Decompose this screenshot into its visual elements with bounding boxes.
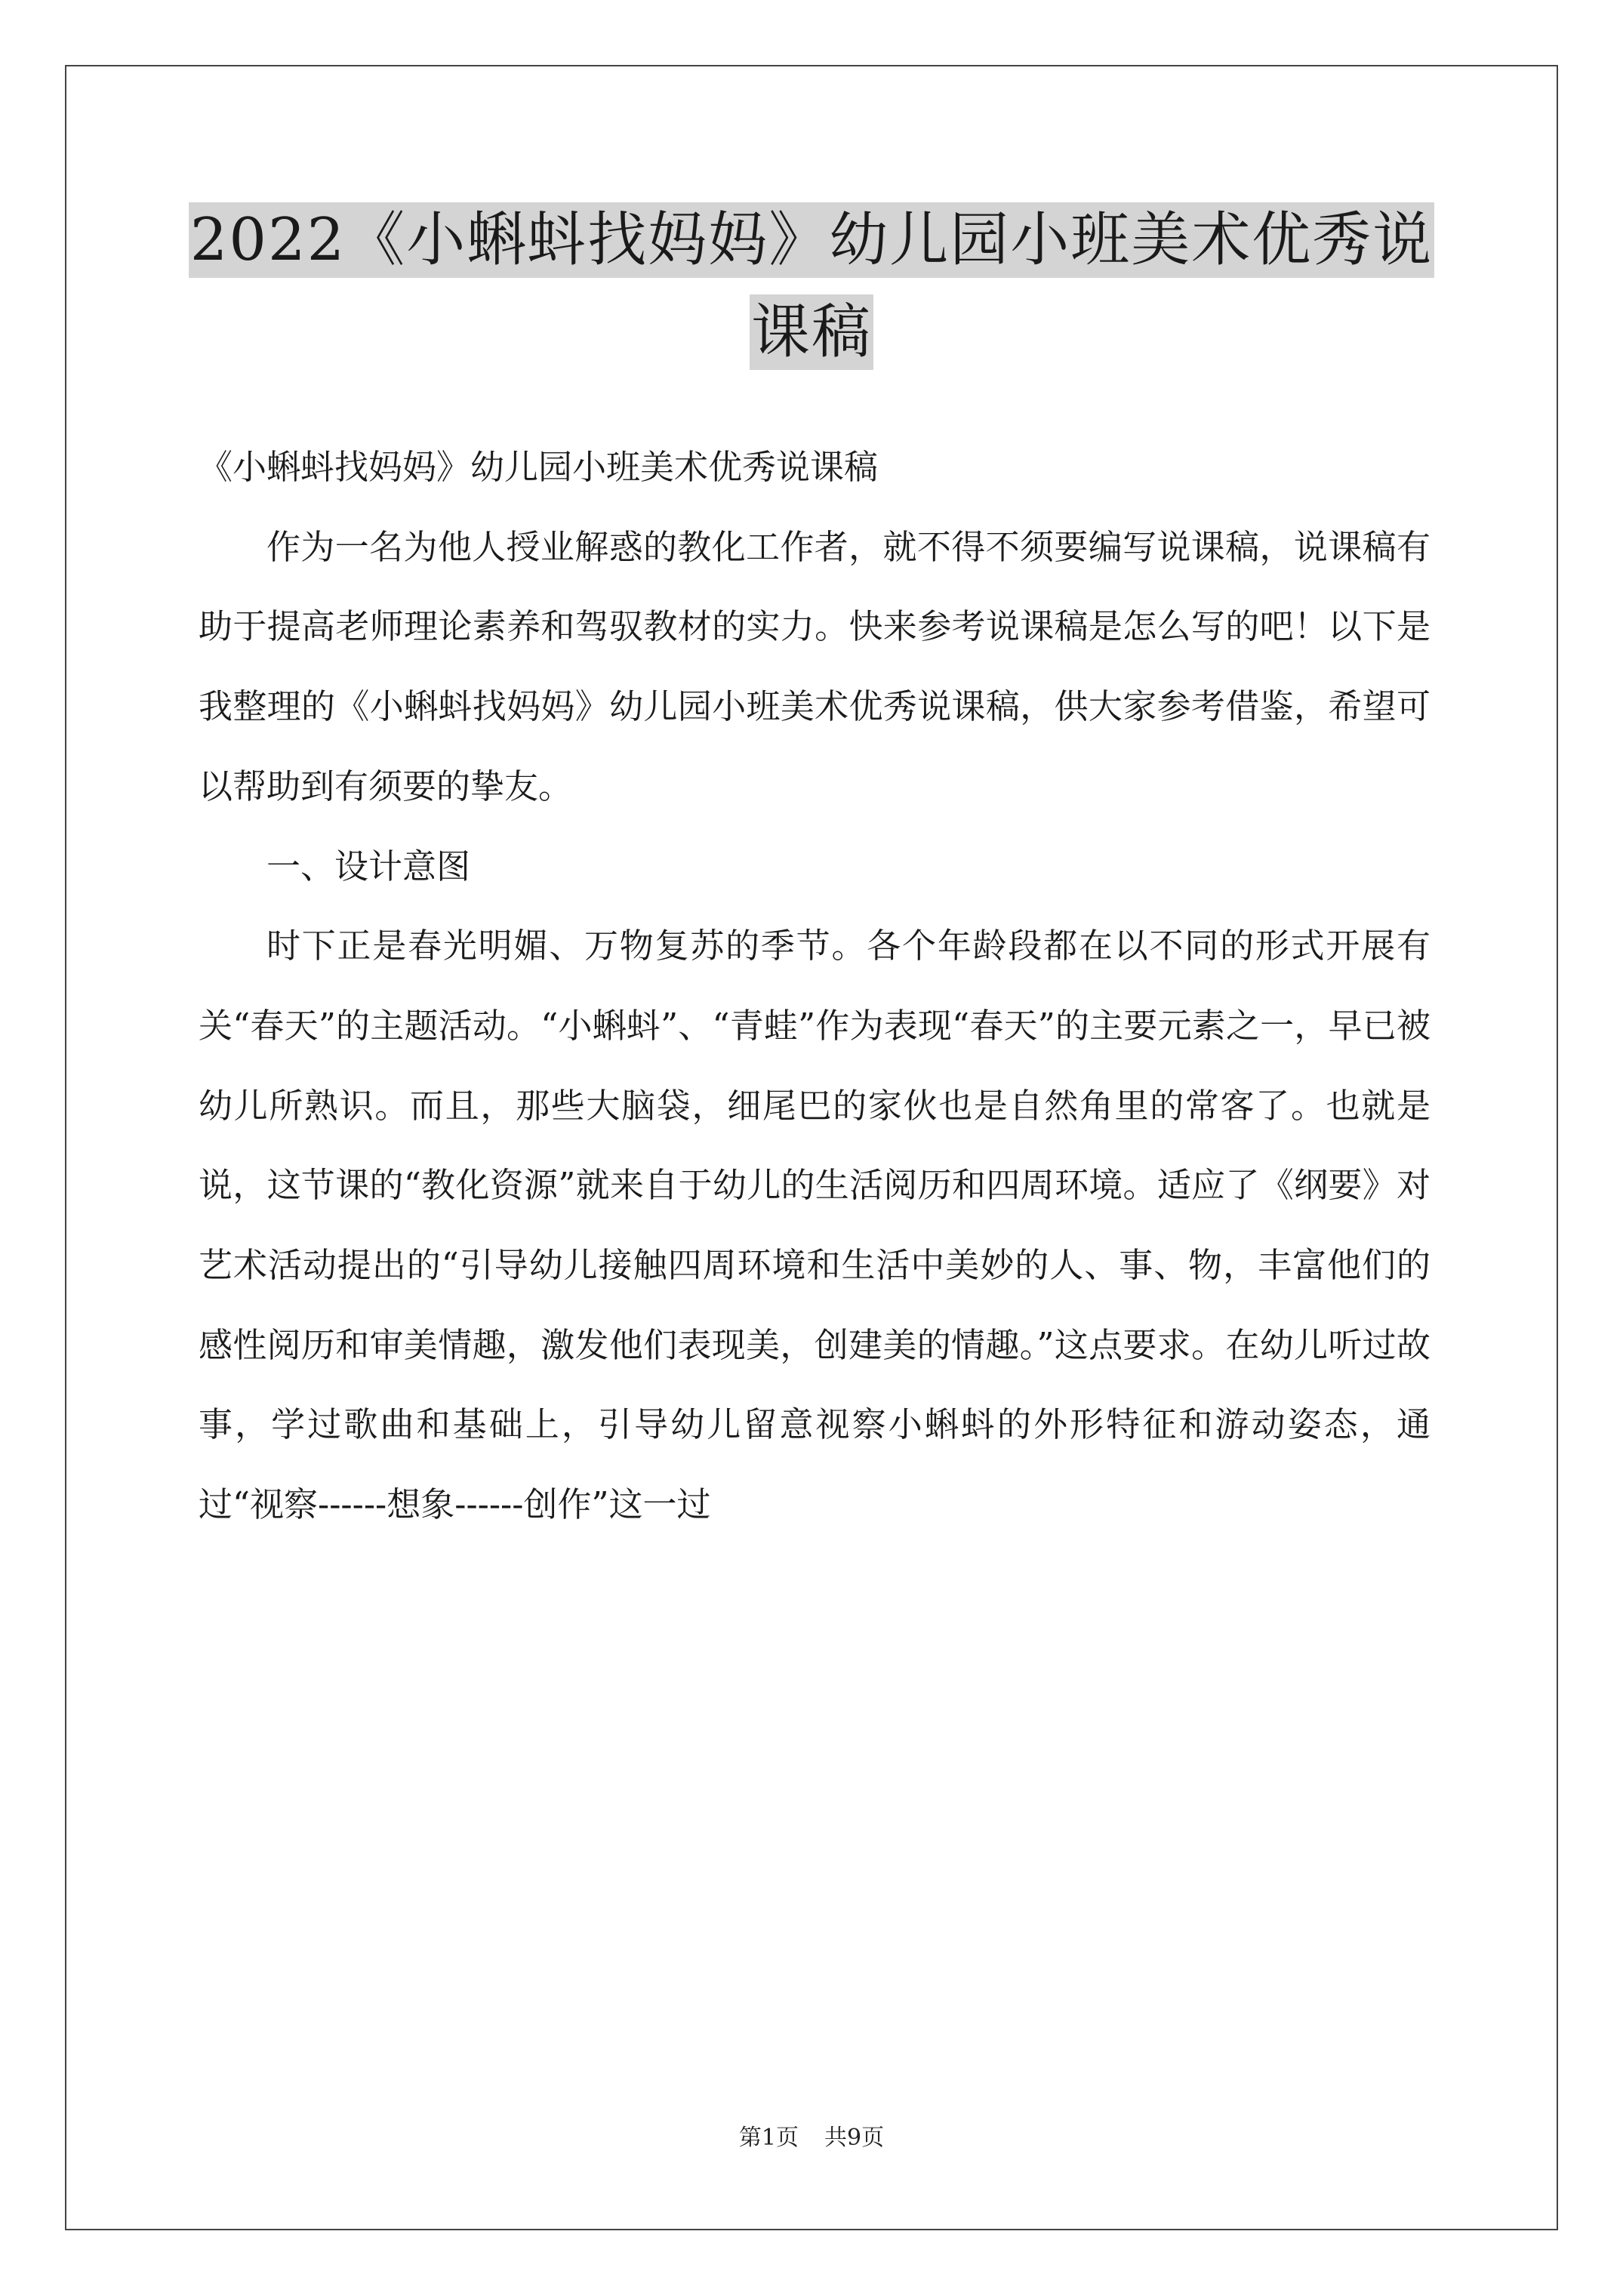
intro-paragraph: 作为一名为他人授业解惑的教化工作者，就不得不须要编写说课稿，说课稿有助于提高老师理论素养和驾驭教材的实力。快来参考说课稿是怎么写的吧！以下是我整理的《小蝌蚪找妈妈》幼儿园小班美术优秀说课稿，供大家参考借鉴，希望可以帮助到有须要的挚友。: [199, 526, 1431, 806]
body-paragraph: 时下正是春光明媚、万物复苏的季节。各个年龄段都在以不同的形式开展有关“春天”的主题活动。“小蝌蚪”、“青蛙”作为表现“春天”的主要元素之一，早已被幼儿所熟识。而且，那些大脑袋，细尾巴的家伙也是自然角里的常客了。也就是说，这节课的“教化资源”就来自于幼儿的生活阅历和四周环境。适应了《纲要》对艺术活动提出的“引导幼儿接触四周环境和生活中美妙的人、事、物，丰富他们的感性阅历和审美情趣，激发他们表现美，创建美的情趣。”这点要求。在幼儿听过故事，学过歌曲和基础上，引导幼儿留意视察小蝌蚪的外形特征和游动姿态，通过“视察------想象------创作”这一过: [199, 926, 1431, 1525]
document-body: [199, 427, 1431, 1545]
section-heading: 一、设计意图: [266, 846, 471, 886]
title-line-2: 课稿: [750, 294, 873, 370]
page-total: 共9页: [824, 2125, 885, 2151]
page-number: 第1页: [738, 2125, 799, 2151]
document-title: [0, 202, 1623, 370]
page-footer: [0, 2123, 1623, 2153]
title-line-1: 2022《小蝌蚪找妈妈》幼儿园小班美术优秀说: [189, 202, 1435, 278]
subtitle-paragraph: 《小蝌蚪找妈妈》幼儿园小班美术优秀说课稿: [199, 447, 879, 487]
